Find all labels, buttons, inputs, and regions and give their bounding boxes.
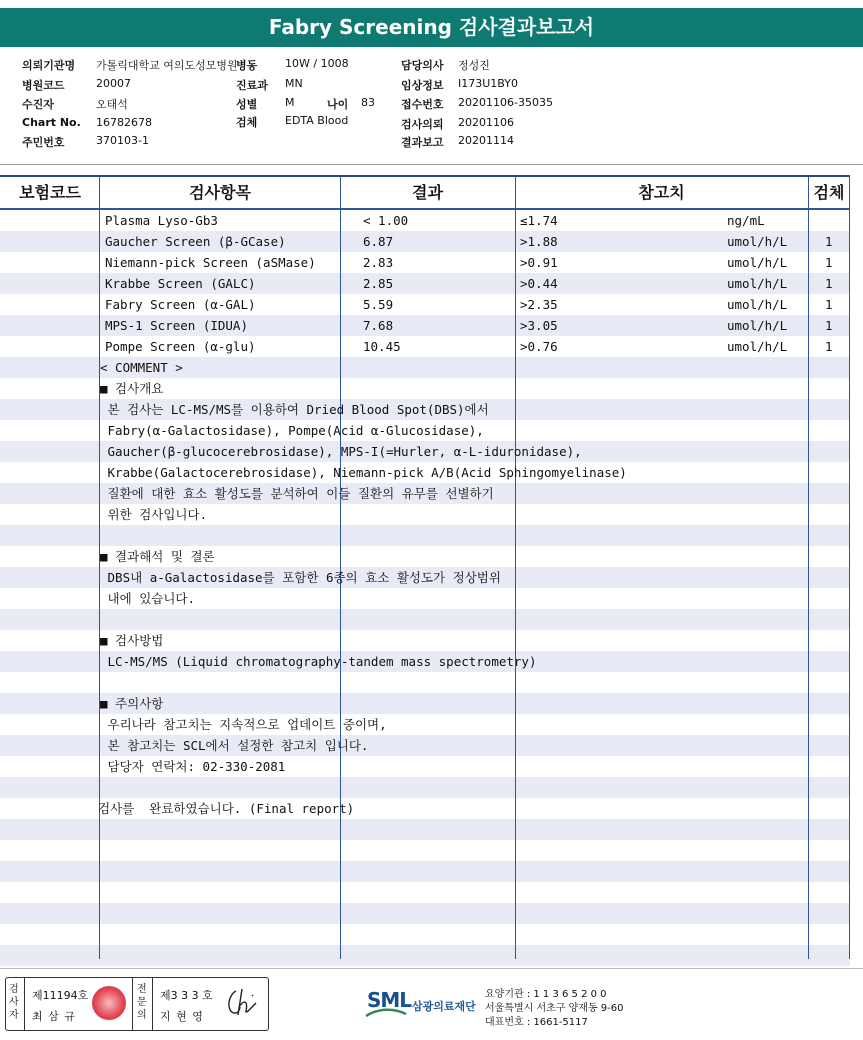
reference-range: >1.88	[520, 234, 558, 249]
comment-line: ■ 결과해석 및 결론	[100, 549, 215, 564]
company-phone: 대표번호 : 1661-5117	[485, 1017, 588, 1028]
rrn-label: 주민번호	[22, 136, 65, 149]
hospcode-value: 20007	[96, 77, 131, 90]
header-test-item: 검사항목	[189, 183, 251, 202]
logo-swoosh-icon	[364, 1006, 408, 1020]
specimen-code: 1	[825, 339, 833, 354]
header-specimen: 검체	[813, 183, 845, 202]
hospcode-label: 병원코드	[22, 79, 65, 92]
report-label: 결과보고	[401, 136, 444, 149]
dept-label: 진료과	[236, 79, 268, 92]
tester-name: 최 삼 규	[32, 1010, 76, 1023]
result-value: 5.59	[363, 297, 394, 312]
comment-line: 본 참고치는 SCL에서 설정한 참고치 입니다.	[100, 738, 369, 753]
receipt-label: 접수번호	[401, 98, 444, 111]
footer-cell-line	[152, 977, 153, 1030]
age-value: 83	[361, 96, 375, 109]
specimen-code: 1	[825, 276, 833, 291]
specimen-code: 1	[825, 318, 833, 333]
comment-line: 질환에 대한 효소 활성도를 분석하여 이들 질환의 유무를 선별하기	[100, 486, 494, 501]
comment-line: 본 검사는 LC-MS/MS를 이용하여 Dried Blood Spot(DBS)에서	[100, 402, 489, 417]
row-stripe	[0, 819, 850, 840]
result-value: < 1.00	[363, 213, 409, 228]
tester-number: 제11194호	[32, 989, 89, 1002]
test-item: Gaucher Screen (β-GCase)	[105, 234, 286, 249]
reference-range: >3.05	[520, 318, 558, 333]
comment-line: 담당자 연락처: 02-330-2081	[100, 759, 286, 774]
test-item: Krabbe Screen (GALC)	[105, 276, 256, 291]
specimen-value: EDTA Blood	[285, 114, 349, 127]
row-stripe	[0, 525, 850, 546]
row-stripe	[0, 609, 850, 630]
specimen-code: 1	[825, 255, 833, 270]
chart-value: 16782678	[96, 116, 152, 129]
company-address: 서울특별시 서초구 양재동 9-60	[485, 1003, 624, 1014]
signature-icon	[222, 985, 262, 1021]
sml-logo: SML	[367, 988, 412, 1012]
comment-line: 검사를 완료하였습니다. (Final report)	[98, 801, 355, 816]
test-item: MPS-1 Screen (IDUA)	[105, 318, 248, 333]
doctor-label: 담당의사	[401, 59, 444, 72]
reference-unit: umol/h/L	[727, 255, 788, 270]
specialist-name: 지 현 영	[160, 1010, 204, 1023]
receipt-value: 20201106-35035	[458, 96, 553, 109]
row-stripe	[0, 903, 850, 924]
examinee-label: 수진자	[22, 98, 54, 111]
tester-label: 검사자	[9, 984, 19, 1021]
age-label: 나이	[327, 98, 349, 111]
institution-code: 요양기관 : 1 1 3 6 5 2 0 0	[485, 989, 607, 1000]
seal-stamp-icon	[92, 986, 126, 1020]
request-value: 20201106	[458, 116, 514, 129]
result-value: 2.85	[363, 276, 394, 291]
comment-line: 우리나라 참고치는 지속적으로 업데이트 중이며,	[100, 717, 387, 732]
examinee-value: 오태석	[96, 98, 128, 111]
reference-range: >0.76	[520, 339, 558, 354]
company-name: 삼광의료재단	[412, 1000, 476, 1013]
comment-line: Gaucher(β-glucocerebrosidase), MPS-I(=Hurler, α-L-iduronidase),	[100, 444, 582, 459]
test-item: Fabry Screen (α-GAL)	[105, 297, 256, 312]
reference-unit: umol/h/L	[727, 234, 788, 249]
reference-unit: umol/h/L	[727, 318, 788, 333]
dept-value: MN	[285, 77, 303, 90]
divider	[0, 164, 863, 165]
reference-range: >0.91	[520, 255, 558, 270]
comment-line: < COMMENT >	[100, 360, 183, 375]
clinical-label: 임상정보	[401, 79, 444, 92]
comment-line: ■ 검사개요	[100, 381, 164, 396]
test-item: Plasma Lyso-Gb3	[105, 213, 218, 228]
sex-label: 성별	[236, 98, 258, 111]
comment-line: Krabbe(Galactocerebrosidase), Niemann-pick A/B(Acid Sphingomyelinase)	[100, 465, 627, 480]
reference-range: ≤1.74	[520, 213, 558, 228]
header-result: 결과	[412, 183, 443, 202]
clinical-value: I173U1BY0	[458, 77, 518, 90]
specimen-label: 검체	[236, 116, 258, 129]
sex-value: M	[285, 96, 295, 109]
comment-line: DBS내 a-Galactosidase를 포함한 6종의 효소 활성도가 정상범위	[100, 570, 501, 585]
column-line	[808, 177, 809, 959]
comment-line: 내에 있습니다.	[100, 591, 196, 606]
ward-value: 10W / 1008	[285, 57, 349, 70]
result-value: 2.83	[363, 255, 394, 270]
specimen-code: 1	[825, 297, 833, 312]
comment-line: 위한 검사입니다.	[100, 507, 208, 522]
rrn-value: 370103-1	[96, 134, 149, 147]
reference-range: >2.35	[520, 297, 558, 312]
row-stripe	[0, 777, 850, 798]
institution-value: 가톨릭대학교 여의도성모병원	[96, 59, 238, 72]
comment-line: ■ 검사방법	[100, 633, 164, 648]
footer-divider	[0, 968, 863, 969]
specimen-code: 1	[825, 234, 833, 249]
report-value: 20201114	[458, 134, 514, 147]
column-line	[515, 177, 516, 959]
comment-line: LC-MS/MS (Liquid chromatography-tandem mass spectrometry)	[100, 654, 537, 669]
ward-label: 병동	[236, 59, 258, 72]
row-stripe	[0, 861, 850, 882]
report-title: Fabry Screening 검사결과보고서	[0, 8, 863, 47]
reference-unit: umol/h/L	[727, 339, 788, 354]
footer-cell-line	[24, 977, 25, 1030]
test-item: Niemann-pick Screen (aSMase)	[105, 255, 316, 270]
specialist-number: 제3 3 3 호	[160, 989, 213, 1002]
comment-line: Fabry(α-Galactosidase), Pompe(Acid α-Glucosidase),	[100, 423, 484, 438]
reference-range: >0.44	[520, 276, 558, 291]
header-reference: 참고치	[638, 183, 685, 202]
reference-unit: ng/mL	[727, 213, 765, 228]
comment-line: ■ 주의사항	[100, 696, 164, 711]
header-insurance-code: 보험코드	[19, 183, 81, 202]
row-stripe	[0, 945, 850, 966]
doctor-value: 정성진	[458, 59, 490, 72]
chart-label: Chart No.	[22, 116, 81, 129]
institution-label: 의뢰기관명	[22, 59, 76, 72]
result-value: 10.45	[363, 339, 401, 354]
footer-cell-line	[132, 977, 133, 1030]
table-top-border	[0, 175, 850, 177]
reference-unit: umol/h/L	[727, 297, 788, 312]
specialist-label: 전문의	[137, 984, 147, 1021]
request-label: 검사의뢰	[401, 118, 444, 131]
reference-unit: umol/h/L	[727, 276, 788, 291]
result-value: 6.87	[363, 234, 394, 249]
result-value: 7.68	[363, 318, 394, 333]
column-line	[849, 177, 850, 959]
test-item: Pompe Screen (α-glu)	[105, 339, 256, 354]
